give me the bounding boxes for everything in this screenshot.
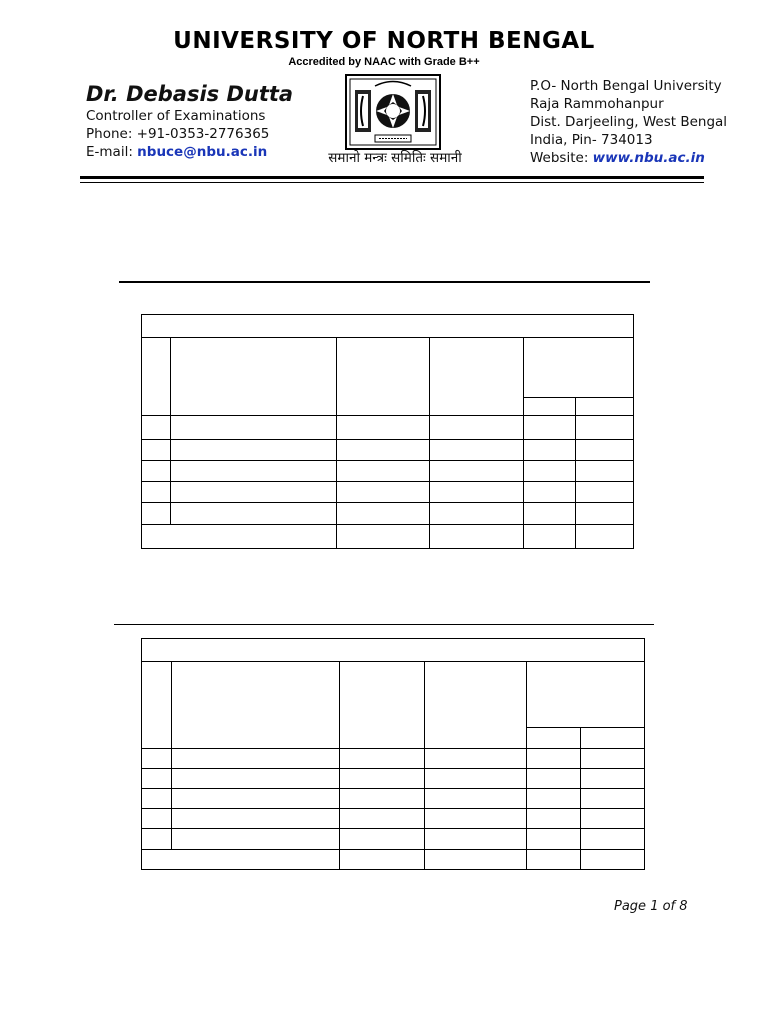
table-row [142, 461, 634, 482]
table-cell [172, 662, 340, 749]
table-cell [430, 503, 524, 525]
table-cell [142, 416, 171, 440]
table-cell [142, 829, 172, 850]
table-row [142, 639, 645, 662]
table-cell [172, 769, 340, 789]
table-cell [171, 416, 337, 440]
university-title: UNIVERSITY OF NORTH BENGAL [173, 28, 595, 54]
officer-designation: Controller of Examinations [86, 108, 266, 124]
table-row [142, 440, 634, 461]
table-row [142, 829, 645, 850]
table-row [142, 769, 645, 789]
table-cell [142, 525, 337, 549]
table-cell [581, 789, 645, 809]
table-cell [430, 525, 524, 549]
table-cell [337, 482, 430, 503]
table-cell [142, 769, 172, 789]
table-cell [172, 829, 340, 850]
table-cell [142, 315, 634, 338]
table-cell [340, 769, 425, 789]
table-cell [337, 416, 430, 440]
table-cell [527, 728, 581, 749]
table-row [142, 525, 634, 549]
table-cell [172, 749, 340, 769]
table-cell [340, 789, 425, 809]
table-cell [581, 809, 645, 829]
table-cell [524, 482, 576, 503]
table-cell [527, 850, 581, 870]
table-cell [581, 850, 645, 870]
table-cell [581, 769, 645, 789]
table-cell [425, 850, 527, 870]
table-cell [142, 440, 171, 461]
table-cell [524, 503, 576, 525]
table-row [142, 416, 634, 440]
table-cell [425, 662, 527, 749]
table-cell [576, 503, 634, 525]
table-row [142, 482, 634, 503]
table-cell [171, 482, 337, 503]
table-cell [337, 503, 430, 525]
table-cell [337, 525, 430, 549]
table-cell [527, 809, 581, 829]
table-cell [581, 829, 645, 850]
officer-name: Dr. Debasis Dutta [86, 82, 294, 106]
table-row [142, 850, 645, 870]
officer-email-line [86, 144, 267, 160]
table-cell [171, 461, 337, 482]
table-cell [425, 749, 527, 769]
website-line [530, 150, 705, 166]
table-row [142, 315, 634, 338]
table-cell [527, 789, 581, 809]
address-line-1: P.O- North Bengal University [530, 78, 722, 94]
table-cell [430, 482, 524, 503]
university-motto: समानो मन्त्रः समितिः समानी [328, 150, 462, 166]
table-cell [430, 338, 524, 416]
table-cell [524, 440, 576, 461]
table-cell [576, 525, 634, 549]
section-1-rule [119, 281, 650, 283]
table-cell [581, 728, 645, 749]
table-cell [576, 482, 634, 503]
table-cell [430, 416, 524, 440]
table-cell [142, 789, 172, 809]
page-number: Page 1 of 8 [614, 899, 688, 914]
table-cell [142, 482, 171, 503]
table-cell [576, 416, 634, 440]
address-line-2: Raja Rammohanpur [530, 96, 664, 112]
table-cell [142, 662, 172, 749]
website-link[interactable]: www.nbu.ac.in [592, 150, 705, 166]
table-cell [425, 769, 527, 789]
table-cell [171, 338, 337, 416]
website-label: Website: [530, 150, 593, 166]
table-cell [340, 850, 425, 870]
table-1 [141, 314, 634, 549]
email-label: E-mail: [86, 144, 138, 160]
table-cell [425, 829, 527, 850]
table-cell [425, 809, 527, 829]
table-cell [142, 809, 172, 829]
accreditation-text: Accredited by NAAC with Grade B++ [288, 56, 480, 68]
table-cell [524, 398, 576, 416]
table-cell [142, 850, 340, 870]
header-divider-thick [80, 176, 704, 179]
table-cell [337, 338, 430, 416]
table-cell [527, 662, 645, 728]
table-2 [141, 638, 645, 870]
table-cell [576, 461, 634, 482]
table-cell [142, 338, 171, 416]
table-cell [340, 829, 425, 850]
table-cell [527, 769, 581, 789]
table-cell [142, 461, 171, 482]
table-cell [527, 829, 581, 850]
table-cell [576, 440, 634, 461]
table-cell [524, 461, 576, 482]
table-cell [430, 440, 524, 461]
table-cell [142, 639, 645, 662]
table-cell [430, 461, 524, 482]
table-cell [340, 809, 425, 829]
table-cell [340, 749, 425, 769]
table-row [142, 789, 645, 809]
table-cell [527, 749, 581, 769]
header-divider-thin [80, 182, 704, 183]
table-row [142, 749, 645, 769]
table-cell [171, 503, 337, 525]
table-cell [576, 398, 634, 416]
address-line-4: India, Pin- 734013 [530, 132, 653, 148]
officer-phone: Phone: +91-0353-2776365 [86, 126, 270, 142]
table-cell [171, 440, 337, 461]
table-row [142, 338, 634, 398]
table-cell [524, 525, 576, 549]
table-cell [524, 338, 634, 398]
university-seal-icon [345, 74, 441, 150]
table-cell [172, 809, 340, 829]
table-cell [524, 416, 576, 440]
address-line-3: Dist. Darjeeling, West Bengal [530, 114, 728, 130]
table-cell [340, 662, 425, 749]
table-cell [337, 440, 430, 461]
email-link[interactable]: nbuce@nbu.ac.in [137, 144, 268, 160]
table-cell [581, 749, 645, 769]
table-cell [142, 749, 172, 769]
table-cell [142, 503, 171, 525]
table-cell [172, 789, 340, 809]
table-cell [337, 461, 430, 482]
table-row [142, 503, 634, 525]
table-cell [425, 789, 527, 809]
table-row [142, 809, 645, 829]
table-row [142, 662, 645, 728]
section-2-rule [114, 624, 654, 625]
